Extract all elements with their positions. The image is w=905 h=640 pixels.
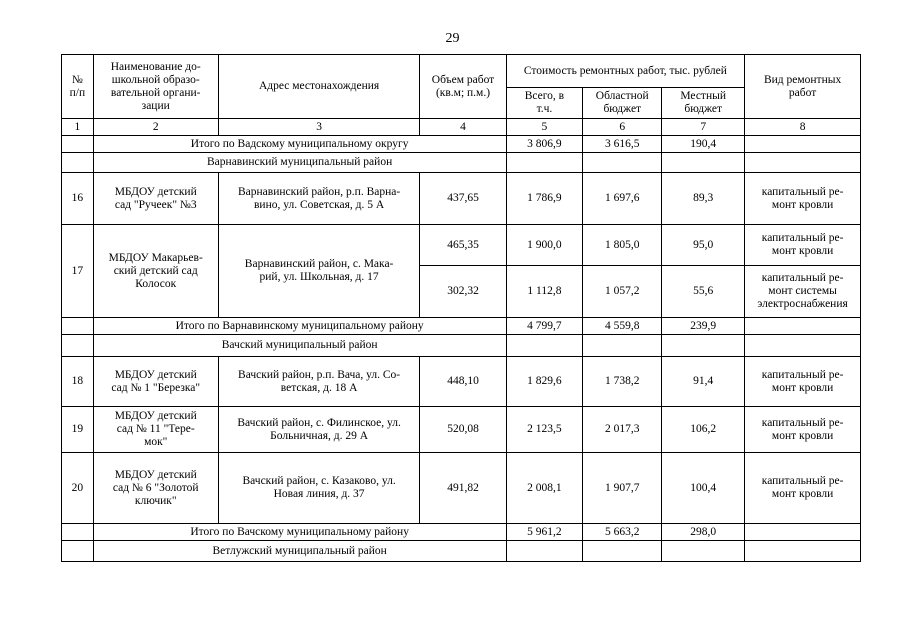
row-num: 19 (62, 407, 94, 453)
org-address: Варнавинский район, р.п. Варна- вино, ул. Советская, д. 5 А (218, 173, 420, 225)
table-row (62, 225, 861, 266)
subtotal-row (62, 318, 861, 335)
col-number: 8 (745, 119, 861, 136)
org-address: Вачский район, р.п. Вача, ул. Со- ветская, д. 18 А (218, 357, 420, 407)
table-row (62, 357, 861, 407)
cost-regional: 1 697,6 (583, 173, 662, 225)
org-address: Вачский район, с. Казаково, ул. Новая линия, д. 37 (218, 453, 420, 524)
work-volume: 302,32 (420, 266, 506, 318)
header-address: Адрес местонахождения (218, 55, 420, 119)
header-kind: Вид ремонтных работ (745, 55, 861, 119)
col-number: 5 (506, 119, 583, 136)
col-number: 3 (218, 119, 420, 136)
org-name: МБДОУ Макарьев- ский детский сад Колосок (93, 225, 218, 318)
cost-local: 95,0 (662, 225, 745, 266)
cost-total: 1 900,0 (506, 225, 583, 266)
table-row (62, 407, 861, 453)
col-number: 4 (420, 119, 506, 136)
cost-local: 55,6 (662, 266, 745, 318)
subtotal-label: Итого по Варнавинскому муниципальному району (93, 318, 506, 335)
cost-local: 91,4 (662, 357, 745, 407)
subtotal-total: 5 961,2 (506, 524, 583, 541)
cost-regional: 1 907,7 (583, 453, 662, 524)
subtotal-total: 4 799,7 (506, 318, 583, 335)
column-numbers-row (62, 119, 861, 136)
work-kind: капитальный ре- монт кровли (745, 453, 861, 524)
district-name: Ветлужский муниципальный район (93, 541, 506, 562)
subtotal-label: Итого по Вачскому муниципальному району (93, 524, 506, 541)
header-total: Всего, в т.ч. (506, 88, 583, 119)
subtotal-regional: 3 616,5 (583, 136, 662, 153)
work-kind: капитальный ре- монт кровли (745, 357, 861, 407)
work-kind: капитальный ре- монт кровли (745, 407, 861, 453)
header-regional: Областной бюджет (583, 88, 662, 119)
org-name: МБДОУ детский сад "Ручеек" №3 (93, 173, 218, 225)
cost-total: 1 786,9 (506, 173, 583, 225)
row-num: 17 (62, 225, 94, 318)
district-row (62, 541, 861, 562)
cost-local: 106,2 (662, 407, 745, 453)
district-row (62, 335, 861, 357)
cost-local: 89,3 (662, 173, 745, 225)
work-volume: 465,35 (420, 225, 506, 266)
subtotal-label: Итого по Вадскому муниципальному округу (93, 136, 506, 153)
subtotal-row (62, 136, 861, 153)
cost-regional: 1 805,0 (583, 225, 662, 266)
header-volume: Объем работ (кв.м; п.м.) (420, 55, 506, 119)
district-row (62, 153, 861, 173)
work-kind: капитальный ре- монт кровли (745, 225, 861, 266)
header-local: Местный бюджет (662, 88, 745, 119)
subtotal-local: 190,4 (662, 136, 745, 153)
header-num: № п/п (62, 55, 94, 119)
repair-cost-table (61, 54, 861, 562)
subtotal-row (62, 524, 861, 541)
org-address: Вачский район, с. Филинское, ул. Больничная, д. 29 А (218, 407, 420, 453)
col-number: 6 (583, 119, 662, 136)
subtotal-local: 298,0 (662, 524, 745, 541)
work-kind: капитальный ре- монт системы электроснабжения (745, 266, 861, 318)
col-number: 2 (93, 119, 218, 136)
header-cost: Стоимость ремонтных работ, тыс. рублей (506, 55, 745, 88)
org-name: МБДОУ детский сад № 11 "Тере- мок" (93, 407, 218, 453)
table-row (62, 453, 861, 524)
row-num: 18 (62, 357, 94, 407)
work-volume: 491,82 (420, 453, 506, 524)
work-volume: 437,65 (420, 173, 506, 225)
subtotal-local: 239,9 (662, 318, 745, 335)
cost-total: 2 008,1 (506, 453, 583, 524)
org-name: МБДОУ детский сад № 1 "Березка" (93, 357, 218, 407)
work-volume: 448,10 (420, 357, 506, 407)
org-name: МБДОУ детский сад № 6 "Золотой ключик" (93, 453, 218, 524)
cost-regional: 2 017,3 (583, 407, 662, 453)
org-address: Варнавинский район, с. Мака- рий, ул. Школьная, д. 17 (218, 225, 420, 318)
cost-local: 100,4 (662, 453, 745, 524)
subtotal-regional: 5 663,2 (583, 524, 662, 541)
subtotal-regional: 4 559,8 (583, 318, 662, 335)
work-kind: капитальный ре- монт кровли (745, 173, 861, 225)
cost-regional: 1 057,2 (583, 266, 662, 318)
row-num: 16 (62, 173, 94, 225)
district-name: Варнавинский муниципальный район (93, 153, 506, 173)
cost-total: 2 123,5 (506, 407, 583, 453)
work-volume: 520,08 (420, 407, 506, 453)
page-number: 29 (445, 31, 460, 46)
cost-total: 1 112,8 (506, 266, 583, 318)
row-num: 20 (62, 453, 94, 524)
cost-regional: 1 738,2 (583, 357, 662, 407)
col-number: 1 (62, 119, 94, 136)
subtotal-total: 3 806,9 (506, 136, 583, 153)
col-number: 7 (662, 119, 745, 136)
header-name: Наименование до- школьной образо- вательной органи- зации (93, 55, 218, 119)
table-row (62, 173, 861, 225)
header-row-1 (62, 55, 861, 88)
district-name: Вачский муниципальный район (93, 335, 506, 357)
cost-total: 1 829,6 (506, 357, 583, 407)
